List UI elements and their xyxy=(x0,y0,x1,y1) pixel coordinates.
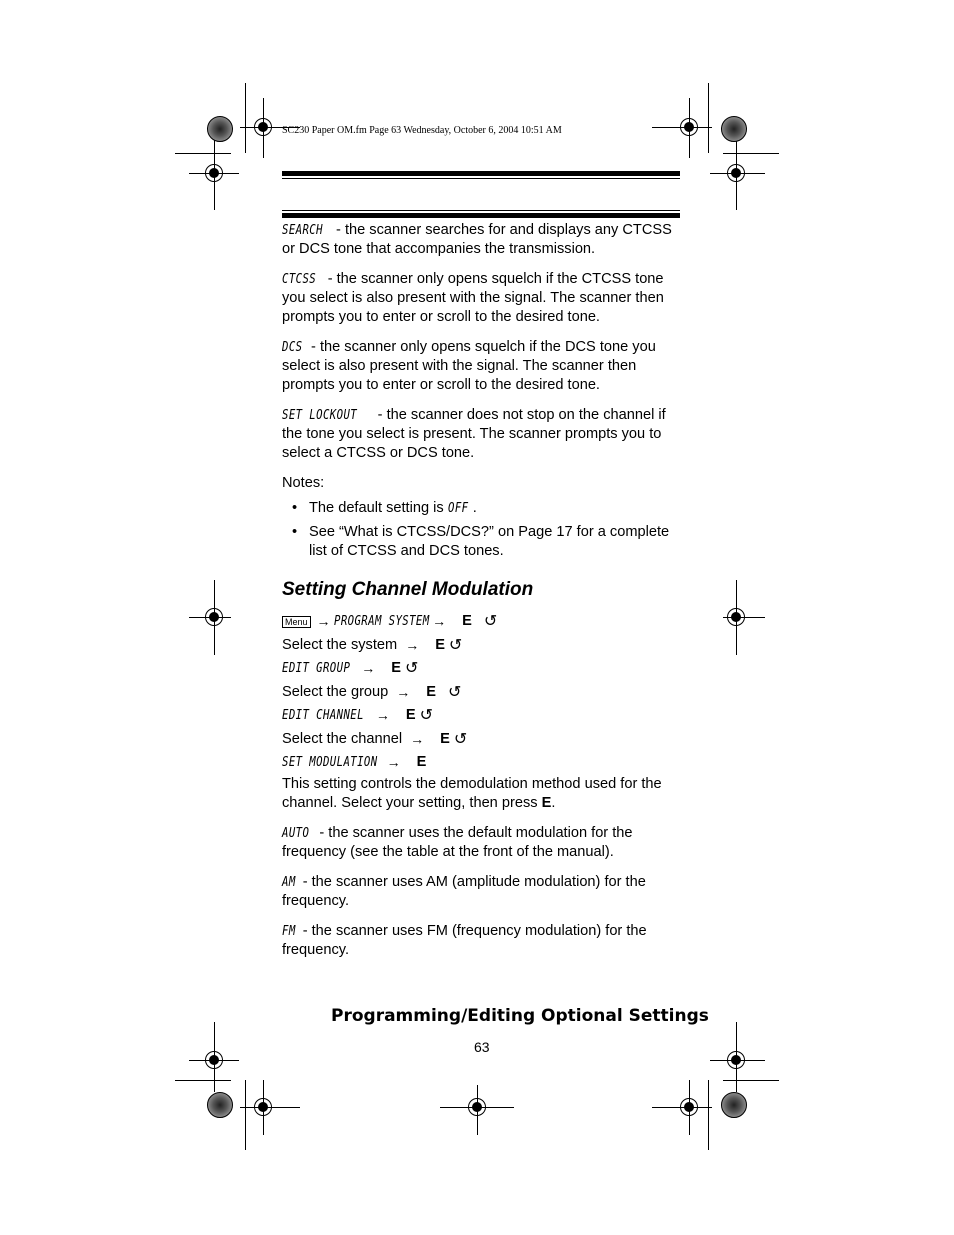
e-key: E xyxy=(405,707,416,723)
step-text: Select the system xyxy=(282,636,398,653)
notes-label: Notes: xyxy=(282,475,325,491)
crop-line xyxy=(175,153,231,154)
cycle-scroll-icon: ↺ xyxy=(448,683,462,701)
registration-mark-icon xyxy=(680,1098,698,1116)
lcd-term: SET LOCKOUT xyxy=(282,408,358,423)
starburst-target-icon xyxy=(721,116,747,142)
lcd-term: EDIT GROUP xyxy=(282,661,351,676)
arrow-right-icon: → xyxy=(432,613,447,629)
modulation-option-fm xyxy=(282,922,682,960)
crop-line xyxy=(245,83,246,153)
modulation-intro xyxy=(282,775,682,813)
option-text: - the scanner uses the default modulation for the frequency (see the table at the front of the manual). xyxy=(282,824,633,860)
registration-mark-icon xyxy=(254,1098,272,1116)
note-item: • See “What is CTCSS/DCS?” on Page 17 for a complete list of CTCSS and DCS tones. xyxy=(282,523,682,561)
arrow-right-icon: → xyxy=(405,636,420,653)
cycle-scroll-icon: ↺ xyxy=(448,636,463,654)
registration-mark-icon xyxy=(727,1051,745,1069)
registration-mark-icon xyxy=(468,1098,486,1116)
registration-mark-icon xyxy=(727,608,745,626)
menu-key: Menu xyxy=(282,616,311,628)
arrow-right-icon: → xyxy=(386,754,401,770)
lcd-term: CTCSS xyxy=(282,272,317,287)
option-text: - the scanner searches for and displays any CTCSS or DCS tone that accompanies the transmission. xyxy=(282,222,672,257)
header-rule xyxy=(282,171,680,176)
starburst-target-icon xyxy=(207,1092,233,1118)
note-text: The default setting is xyxy=(309,500,448,516)
step-text: Select the group xyxy=(282,683,389,700)
lcd-term: PROGRAM SYSTEM xyxy=(333,614,430,629)
option-text: - the scanner only opens squelch if the DCS tone you select is also present with the signal. The scanner then prompts you to enter or scroll to the desired tone. xyxy=(282,339,656,393)
e-key: E xyxy=(435,636,445,653)
step-select-channel xyxy=(282,728,682,752)
arrow-right-icon: → xyxy=(316,613,331,629)
section-rule xyxy=(282,210,680,211)
step-text: Select the channel xyxy=(282,730,403,747)
lcd-term: FM xyxy=(282,923,296,939)
registration-mark-icon xyxy=(727,164,745,182)
crop-line xyxy=(175,1080,231,1081)
cycle-scroll-icon: ↺ xyxy=(483,613,498,630)
lcd-term: SET MODULATION xyxy=(282,755,378,770)
registration-mark-icon xyxy=(680,118,698,136)
step-select-system xyxy=(282,634,682,658)
cycle-scroll-icon: ↺ xyxy=(405,660,419,677)
lcd-term: EDIT CHANNEL xyxy=(282,708,364,723)
notes-list xyxy=(282,499,682,561)
lcd-term: SEARCH xyxy=(282,223,323,238)
footer-title: Programming/Editing Optional Settings xyxy=(331,1006,709,1026)
arrow-right-icon: → xyxy=(396,683,411,700)
step-edit-group xyxy=(282,657,682,681)
option-text: - the scanner uses AM (amplitude modulation) for the frequency. xyxy=(282,873,646,909)
tone-option-set-lockout xyxy=(282,406,682,463)
step-edit-channel xyxy=(282,704,682,728)
arrow-right-icon: → xyxy=(410,730,425,747)
file-slug: SC230 Paper OM.fm Page 63 Wednesday, October 6, 2004 10:51 AM xyxy=(282,125,562,136)
page-number: 63 xyxy=(474,1039,490,1055)
cycle-scroll-icon: ↺ xyxy=(453,730,468,748)
cycle-scroll-icon: ↺ xyxy=(419,707,434,724)
e-key: E xyxy=(391,660,402,676)
crop-line xyxy=(708,83,709,153)
section-rule xyxy=(282,213,680,218)
arrow-right-icon: → xyxy=(361,660,376,676)
arrow-right-icon: → xyxy=(375,707,390,723)
note-text: . xyxy=(472,500,477,516)
e-key: E xyxy=(440,730,450,747)
crop-line xyxy=(245,1080,246,1150)
crop-line xyxy=(708,1080,709,1150)
modulation-option-am xyxy=(282,873,682,911)
step-set-modulation xyxy=(282,751,682,775)
crop-line xyxy=(723,153,779,154)
option-text: - the scanner does not stop on the channel if the tone you select is present. The scanner prompts you to select a CTCSS or DCS tone. xyxy=(282,407,666,461)
header-rule xyxy=(282,178,680,179)
e-key: E xyxy=(462,613,472,629)
modulation-option-auto xyxy=(282,824,682,862)
option-text: - the scanner only opens squelch if the CTCSS tone you select is also present with the signal. The scanner then prompts you to enter or scroll to the desired tone. xyxy=(282,271,664,325)
lcd-term: DCS xyxy=(282,340,303,355)
crop-line xyxy=(723,1080,779,1081)
starburst-target-icon xyxy=(721,1092,747,1118)
tone-option-dcs xyxy=(282,338,682,395)
e-key: E xyxy=(541,794,552,811)
tone-option-search xyxy=(282,221,682,259)
e-key: E xyxy=(426,683,437,700)
starburst-target-icon xyxy=(207,116,233,142)
registration-mark-icon xyxy=(205,164,223,182)
e-key: E xyxy=(416,754,427,770)
lcd-term: AUTO xyxy=(282,825,310,841)
tone-option-ctcss xyxy=(282,270,682,327)
note-item xyxy=(282,499,682,518)
step-program-system xyxy=(282,610,682,634)
registration-mark-icon xyxy=(205,608,223,626)
intro-text: . xyxy=(551,794,556,811)
section-title: Setting Channel Modulation xyxy=(282,579,534,600)
page-content xyxy=(282,221,682,971)
step-select-group xyxy=(282,681,682,705)
option-text: - the scanner uses FM (frequency modulation) for the frequency. xyxy=(282,922,647,958)
intro-text: This setting controls the demodulation method used for the channel. Select your setting, then press xyxy=(282,775,662,811)
registration-mark-icon xyxy=(254,118,272,136)
lcd-term: OFF xyxy=(447,501,469,516)
lcd-term: AM xyxy=(282,874,296,890)
registration-mark-icon xyxy=(205,1051,223,1069)
